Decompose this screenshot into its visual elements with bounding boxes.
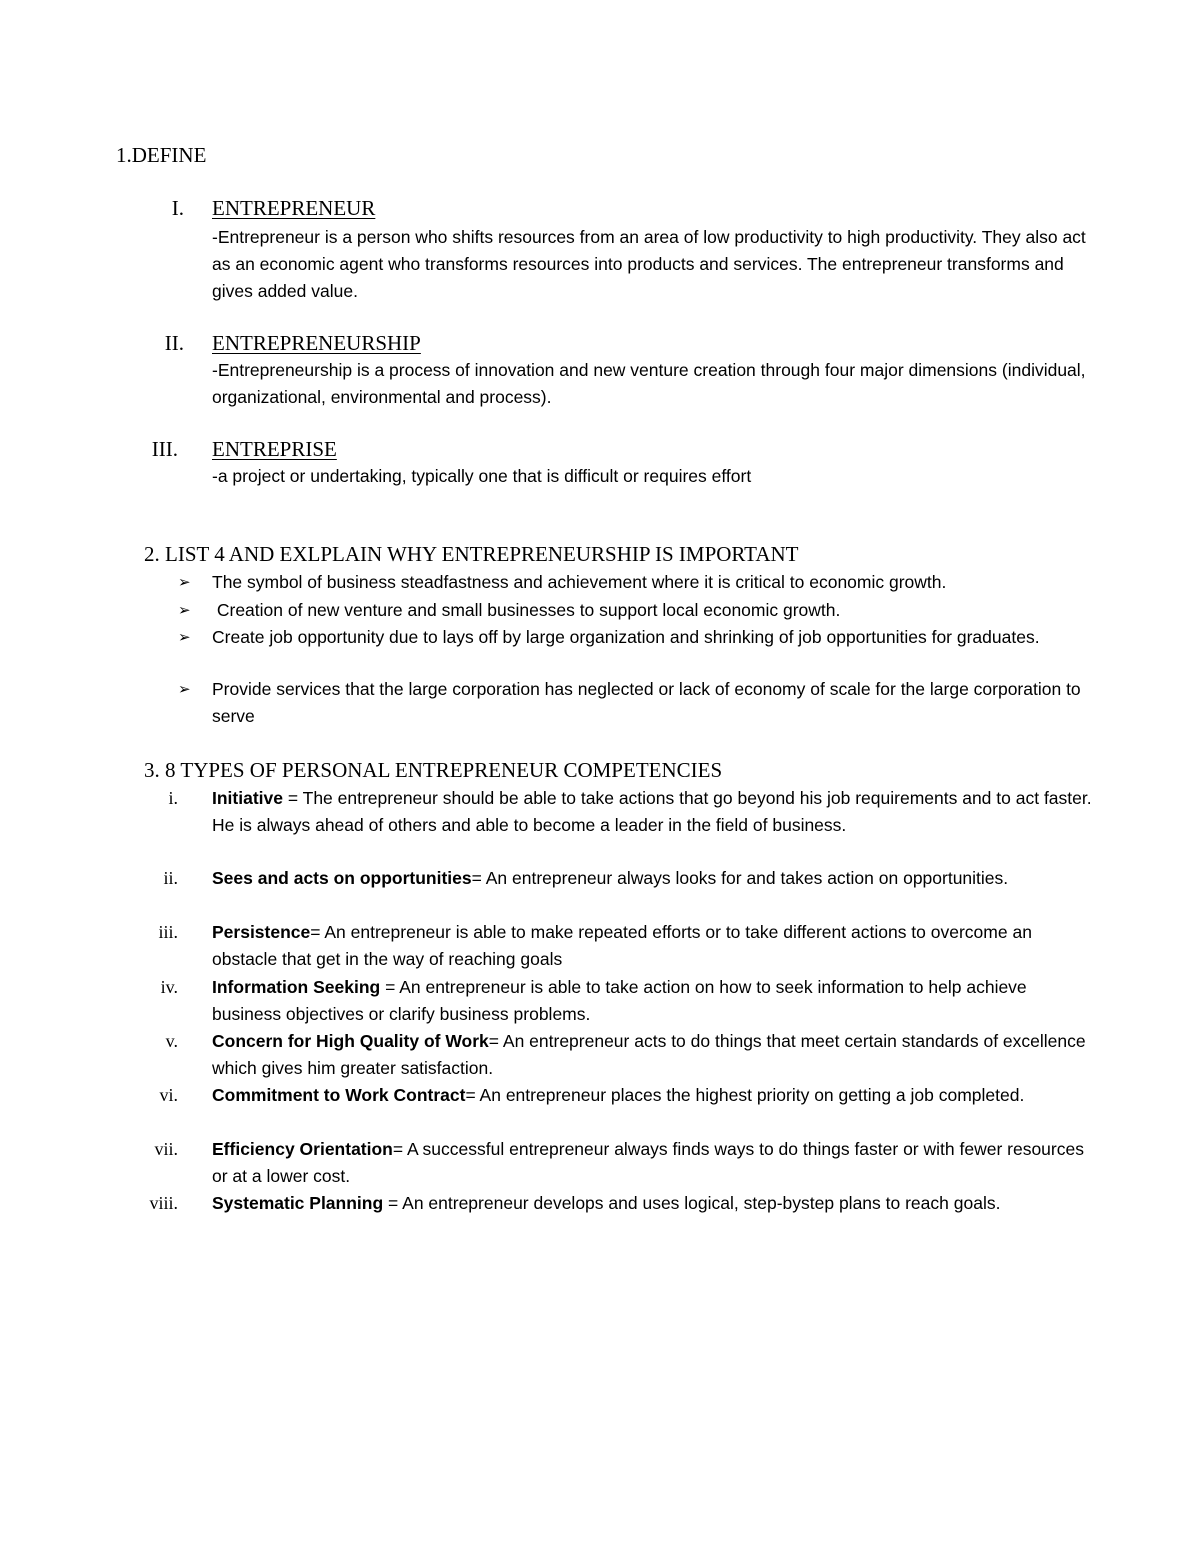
definition-text-entreprise: -a project or undertaking, typically one that is difficult or requires effort (212, 466, 752, 486)
definition-number-2: II. (164, 331, 184, 355)
competency-name: Persistence (212, 922, 311, 942)
competency-number: viii. (149, 1193, 178, 1213)
section-3-heading: 3. 8 TYPES OF PERSONAL ENTREPRENEUR COMPETENCIES (144, 758, 723, 782)
list-item: Creation of new venture and small businesses to support local economic growth. (212, 600, 841, 620)
competency-description: = An entrepreneur places the highest priority on getting a job completed. (465, 1085, 1025, 1105)
competency-item-initiative (212, 785, 1092, 839)
competency-number: ii. (163, 868, 178, 888)
competency-name: Systematic Planning (212, 1193, 384, 1213)
definition-text-entrepreneurship: -Entrepreneurship is a process of innovation and new venture creation through four major dimensions (individual, organizational, environmental and process). (212, 360, 1086, 407)
competency-name: Commitment to Work Contract (212, 1085, 466, 1105)
definition-title-entreprise: ENTREPRISE (212, 437, 337, 461)
definition-title-entrepreneurship: ENTREPRENEURSHIP (212, 331, 421, 355)
competency-item-planning (212, 1190, 1092, 1217)
competency-item-commitment (212, 1082, 1092, 1109)
competency-name: Information Seeking (212, 977, 381, 997)
competency-item-opportunities (212, 865, 1092, 892)
list-item: Create job opportunity due to lays off by large organization and shrinking of job opportunities for graduates. (212, 627, 1040, 647)
definition-text-entrepreneur: -Entrepreneur is a person who shifts resources from an area of low productivity to high productivity. They also act as an economic agent who transforms resources into products and services. The entrepreneur transforms and gives added value. (212, 227, 1086, 301)
definition-title-entrepreneur: ENTREPRENEUR (212, 196, 376, 220)
competency-number: i. (168, 788, 178, 808)
competency-name: Concern for High Quality of Work (212, 1031, 489, 1051)
competency-name: Efficiency Orientation (212, 1139, 393, 1159)
arrow-bullet-icon: ➢ (178, 629, 191, 646)
list-item: Provide services that the large corporation has neglected or lack of economy of scale for the large corporation to serve (212, 679, 1081, 726)
competency-description: = An entrepreneur acts to do things that meet certain standards of excellence which gives him greater satisfaction. (212, 1031, 1086, 1078)
competency-description: = An entrepreneur is able to take action on how to seek information to help achieve business objectives or clarify business problems. (212, 977, 1027, 1024)
competency-number: iv. (160, 977, 178, 997)
competency-description: = An entrepreneur always looks for and takes action on opportunities. (471, 868, 1009, 888)
definition-number-1: I. (171, 196, 184, 220)
competency-number: vi. (159, 1085, 178, 1105)
competency-number: vii. (154, 1139, 178, 1159)
section-1-heading: 1.DEFINE (116, 143, 207, 167)
competency-description: = The entrepreneur should be able to take actions that go beyond his job requirements and to act faster. He is always ahead of others and able to become a leader in the field of business. (212, 788, 1092, 835)
competency-item-persistence (212, 919, 1092, 973)
competency-number: v. (165, 1031, 178, 1051)
competency-item-efficiency (212, 1136, 1092, 1190)
arrow-bullet-icon: ➢ (178, 574, 191, 591)
competency-item-quality (212, 1028, 1092, 1082)
section-2-heading: 2. LIST 4 AND EXLPLAIN WHY ENTREPRENEURSHIP IS IMPORTANT (144, 542, 799, 566)
arrow-bullet-icon: ➢ (178, 602, 191, 619)
competency-name: Sees and acts on opportunities (212, 868, 472, 888)
competency-description: = An entrepreneur is able to make repeated efforts or to take different actions to overcome an obstacle that get in the way of reaching goals (212, 922, 1032, 969)
arrow-bullet-icon: ➢ (178, 681, 191, 698)
list-item: The symbol of business steadfastness and achievement where it is critical to economic growth. (212, 572, 947, 592)
competency-item-information-seeking (212, 974, 1092, 1028)
competency-description: = An entrepreneur develops and uses logical, step-bystep plans to reach goals. (383, 1193, 1001, 1213)
competency-name: Initiative (212, 788, 283, 808)
competency-number: iii. (158, 922, 178, 942)
definition-number-3: III. (151, 437, 178, 461)
competency-description: = A successful entrepreneur always finds ways to do things faster or with fewer resources or at a lower cost. (212, 1139, 1084, 1186)
